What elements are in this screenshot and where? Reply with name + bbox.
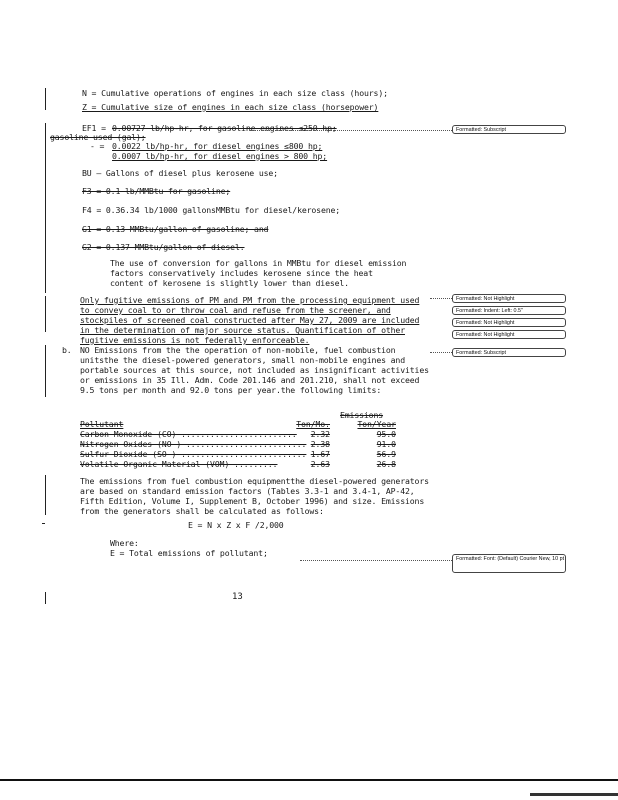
table-row	[80, 460, 398, 470]
ton-year-cell: 26.8	[376, 460, 396, 469]
table-row	[80, 440, 398, 450]
ton-month-cell: 2.63	[310, 460, 330, 469]
comment-connector	[430, 298, 452, 299]
ef1-continued: gasoline used (gal);	[50, 132, 146, 142]
comment-balloon[interactable]: Formatted: Not Highlight	[452, 318, 566, 327]
comment-balloon[interactable]: Formatted: Font: (Default) Courier New, 10 pt	[452, 554, 566, 573]
comment-balloon[interactable]: Formatted: Not Highlight	[452, 330, 566, 339]
def-f4: F4 = 0.36.34 lb/1000 gallonsMMBtu for diesel/kerosene;	[82, 205, 341, 215]
ton-year-cell: 91.0	[376, 440, 396, 449]
def-z: Z = Cumulative size of engines in each size class (horsepower)	[82, 102, 379, 112]
ton-month-cell: 2.38	[310, 440, 330, 449]
def-g1: G1 = 0.13 MMBtu/gallon of gasoline; and	[82, 224, 269, 234]
ton-month-cell: 1.67	[310, 450, 330, 459]
comment-connector	[300, 560, 452, 561]
comment-balloon[interactable]: Formatted: Indent: Left: 0.5"	[452, 306, 566, 315]
page-bottom-rule	[0, 779, 618, 781]
change-bar	[45, 475, 46, 515]
emissions-table	[80, 420, 398, 470]
comment-balloon[interactable]: Formatted: Subscript	[452, 348, 566, 357]
comment-connector	[430, 352, 452, 353]
ef1-text: 0.00727 lb/hp-hr, for gasoline engines ≤250 hp;	[112, 123, 337, 133]
conversion-note: The use of conversion for gallons in MMBtu for diesel emission factors conservatively includes kerosene since the heat content of kerosene is slightly lower than diesel.	[110, 258, 407, 288]
ef2-label: ‑ =	[90, 141, 105, 151]
col-ton-year: Ton/Year	[357, 420, 396, 429]
page-bottom-mark	[530, 793, 618, 796]
ef2-text: 0.0022 lb/hp-hr, for diesel engines ≤800 hp;	[112, 141, 323, 151]
ton-month-cell: 2.32	[310, 430, 330, 439]
def-e: E = Total emissions of pollutant;	[110, 548, 268, 558]
table-header-row	[80, 420, 398, 430]
margin-mark	[42, 523, 45, 524]
comment-balloon[interactable]: Formatted: Subscript	[452, 125, 566, 134]
comment-connector	[250, 130, 452, 131]
item-b-label: b.	[62, 345, 72, 355]
pollutant-cell: Sulfur Dioxide (SO ) ..........................	[80, 450, 307, 459]
ton-year-cell: 56.9	[376, 450, 396, 459]
ef1-label: EF1 =	[82, 123, 106, 133]
ef3-text: 0.0007 lb/hp-hr, for diesel engines > 800 hp;	[112, 151, 328, 161]
pollutant-cell: Volatile Organic Material (VOM) .........	[80, 460, 278, 469]
table-row	[80, 450, 398, 460]
page-number: 13	[232, 592, 243, 602]
emission-formula: E = N x Z x F /2,000	[188, 520, 284, 530]
where-label: Where:	[110, 538, 139, 548]
change-bar	[45, 345, 46, 397]
def-f3: F3 = 0.1 lb/MMBtu for gasoline;	[82, 186, 231, 196]
change-bar	[45, 592, 46, 604]
pollutant-cell: Nitrogen Oxides (NO ) .........................	[80, 440, 307, 449]
def-bu: BU — Gallons of diesel plus kerosene use;	[82, 168, 278, 178]
comment-balloon[interactable]: Formatted: Not Highlight	[452, 294, 566, 303]
def-n: N = Cumulative operations of engines in each size class (hours);	[82, 88, 388, 98]
nox-paragraph: NO Emissions from the the operation of non-mobile, fuel combustion unitsthe the diesel-powered generators, small non-mobile engines and portable sources at this source, not included as insignificant activities or emissions in 35 Ill. Adm. Code 201.146 and 201.210, shall not exceed 9.5 tons per month and 92.0 tons per year.the following limits:	[80, 345, 429, 395]
change-bar	[45, 123, 46, 293]
ton-year-cell: 95.0	[376, 430, 396, 439]
change-bar	[45, 296, 46, 332]
table-row	[80, 430, 398, 440]
def-g2: G2 = 0.137 MMBtu/gallon of diesel.	[82, 242, 245, 252]
fuel-combustion-paragraph: The emissions from fuel combustion equipmentthe diesel-powered generators are based on standard emission factors (Tables 3.3-1 and 3.4-1, AP-42, Fifth Edition, Volume I, Supplement B, October 1996) and size. Emissions from the generators shall be calculated as follows:	[80, 476, 429, 516]
change-bar	[45, 88, 46, 110]
col-pollutant: Pollutant	[80, 420, 124, 429]
pollutant-cell: Carbon Monoxide (CO) ........................	[80, 430, 297, 439]
col-ton-month: Ton/Mo.	[296, 420, 330, 429]
table-group-header: Emissions	[340, 410, 384, 420]
fugitive-paragraph: Only fugitive emissions of PM and PM from the processing equipment used to convey coal to or throw coal and refuse from the screener, and stockpiles of screened coal constructed after May 27, 2009 are included in the determination of major source status. Quantification of other fugitive emissions is not federally enforceable.	[80, 295, 420, 345]
